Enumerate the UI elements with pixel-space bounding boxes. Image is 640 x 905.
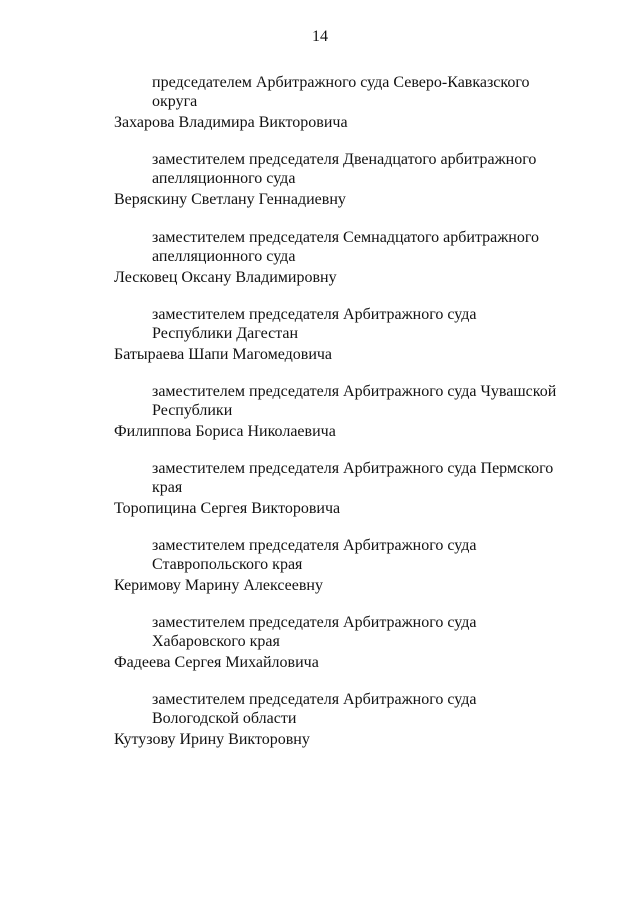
position-line: Республики Дагестан xyxy=(152,325,299,342)
position-line: заместителем председателя Арбитражного суда xyxy=(152,306,477,323)
position-line: заместителем председателя Арбитражного суда Чувашской xyxy=(152,383,557,400)
position-line: Ставропольского края xyxy=(152,556,303,573)
position-line: заместителем председателя Арбитражного суда Пермского xyxy=(152,460,554,477)
position-line: Вологодской области xyxy=(152,710,297,727)
position-line: Хабаровского края xyxy=(152,633,280,650)
person-name: Керимову Марину Алексеевну xyxy=(114,577,323,594)
person-name: Филиппова Бориса Николаевича xyxy=(114,423,336,440)
position-line: заместителем председателя Семнадцатого арбитражного xyxy=(152,229,540,246)
position-line: председателем Арбитражного суда Северо-Кавказского xyxy=(152,74,530,91)
person-name: Батыраева Шапи Магомедовича xyxy=(114,346,333,363)
position-line: Республики xyxy=(152,402,233,419)
position-line: заместителем председателя Арбитражного суда xyxy=(152,691,477,708)
page-number: 14 xyxy=(312,28,328,45)
position-line: заместителем председателя Двенадцатого арбитражного xyxy=(152,151,537,168)
position-line: апелляционного суда xyxy=(152,170,296,187)
person-name: Торопицина Сергея Викторовича xyxy=(114,500,341,517)
position-line: округа xyxy=(152,93,198,110)
position-line: апелляционного суда xyxy=(152,248,296,265)
person-name: Веряскину Светлану Геннадиевну xyxy=(114,191,346,208)
person-name: Лесковец Оксану Владимировну xyxy=(114,269,337,286)
person-name: Захарова Владимира Викторовича xyxy=(114,114,348,131)
position-line: заместителем председателя Арбитражного суда xyxy=(152,537,477,554)
position-line: края xyxy=(152,479,183,496)
person-name: Кутузову Ирину Викторовну xyxy=(114,731,310,748)
person-name: Фадеева Сергея Михайловича xyxy=(114,654,319,671)
position-line: заместителем председателя Арбитражного суда xyxy=(152,614,477,631)
